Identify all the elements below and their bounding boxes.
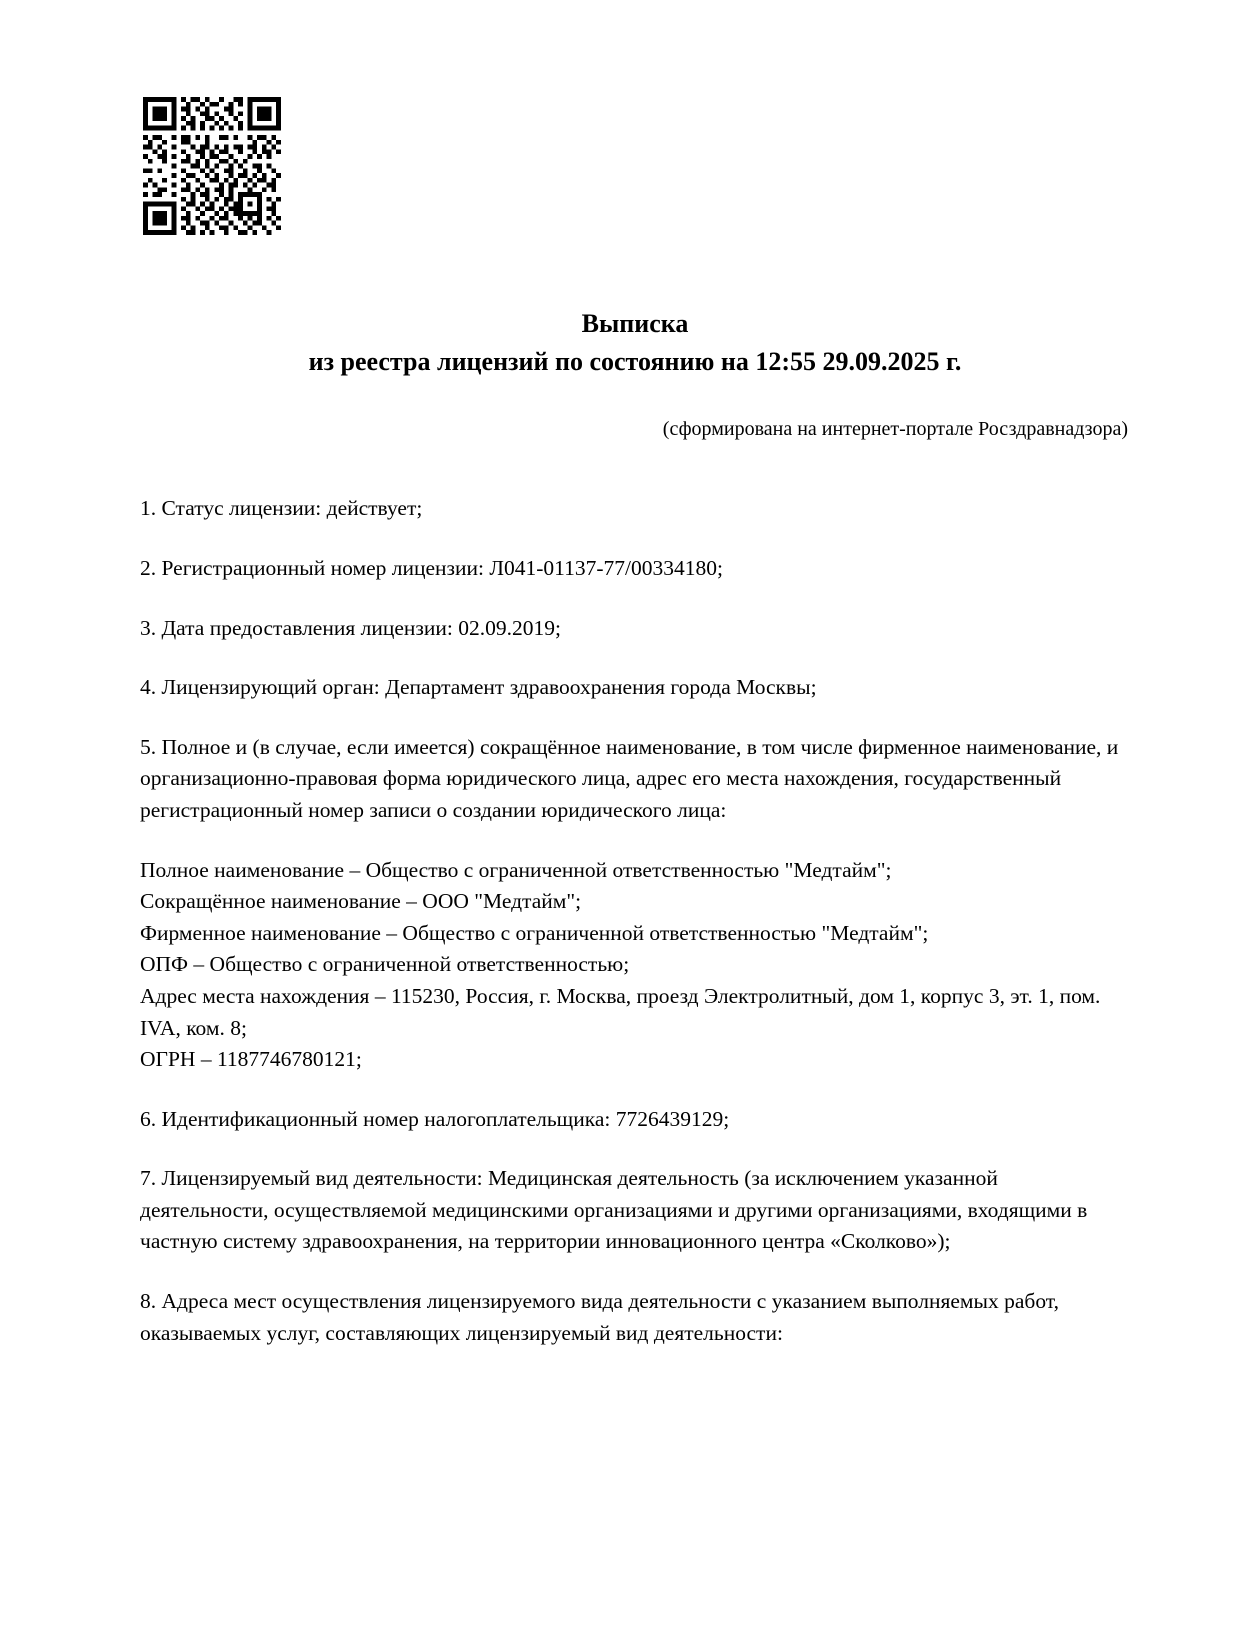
item-status: 1. Статус лицензии: действует; bbox=[140, 496, 423, 521]
item-licensing-authority: 4. Лицензирующий орган: Департамент здравоохранения города Москвы; bbox=[140, 675, 817, 700]
item-activity-addresses-heading: 8. Адреса мест осуществления лицензируемого вида деятельности с указанием выполняемых работ, оказываемых услуг, составляющих лицензируемый вид деятельности: bbox=[140, 1289, 1059, 1345]
page-title bbox=[140, 305, 1130, 380]
item-licensed-activity: 7. Лицензируемый вид деятельности: Медицинская деятельность (за исключением указанной деятельности, осуществляемой медицинскими организациями и другими организациями, входящими в частную систему здравоохранения, на территории инновационного центра «Сколково»); bbox=[140, 1166, 1088, 1254]
title-line-1: Выписка bbox=[581, 309, 689, 338]
item-registration-number: 2. Регистрационный номер лицензии: Л041-01137-77/00334180; bbox=[140, 555, 723, 580]
item-inn: 6. Идентификационный номер налогоплательщика: 7726439129; bbox=[140, 1106, 730, 1131]
entity-full-name: Полное наименование – Общество с ограниченной ответственностью "Медтайм"; bbox=[140, 857, 892, 882]
entity-ogrn: ОГРН – 1187746780121; bbox=[140, 1047, 362, 1072]
document-body bbox=[140, 493, 1130, 1349]
entity-legal-form: ОПФ – Общество с ограниченной ответственностью; bbox=[140, 952, 630, 977]
entity-address: Адрес места нахождения – 115230, Россия, г. Москва, проезд Электролитный, дом 1, корпус 3, эт. 1, пом. IVA, ком. 8; bbox=[140, 983, 1101, 1040]
entity-brand-name: Фирменное наименование – Общество с ограниченной ответственностью "Медтайм"; bbox=[140, 920, 929, 945]
document-subtitle: (сформирована на интернет-портале Росздравнадзора) bbox=[662, 418, 1128, 441]
title-line-2: из реестра лицензий по состоянию на 12:55 29.09.2025 г. bbox=[308, 346, 962, 376]
document-content bbox=[140, 305, 1130, 1349]
entity-short-name: Сокращённое наименование – ООО "Медтайм"; bbox=[140, 889, 582, 914]
qr-code-icon bbox=[143, 97, 281, 235]
item-entity-names-heading: 5. Полное и (в случае, если имеется) сокращённое наименование, в том числе фирменное наименование, и организационно-правовая форма юридического лица, адрес его места нахождения, государственный регистрационный номер записи о создании юридического лица: bbox=[140, 734, 1119, 822]
item-issue-date: 3. Дата предоставления лицензии: 02.09.2019; bbox=[140, 615, 561, 640]
entity-details bbox=[140, 855, 1130, 1076]
